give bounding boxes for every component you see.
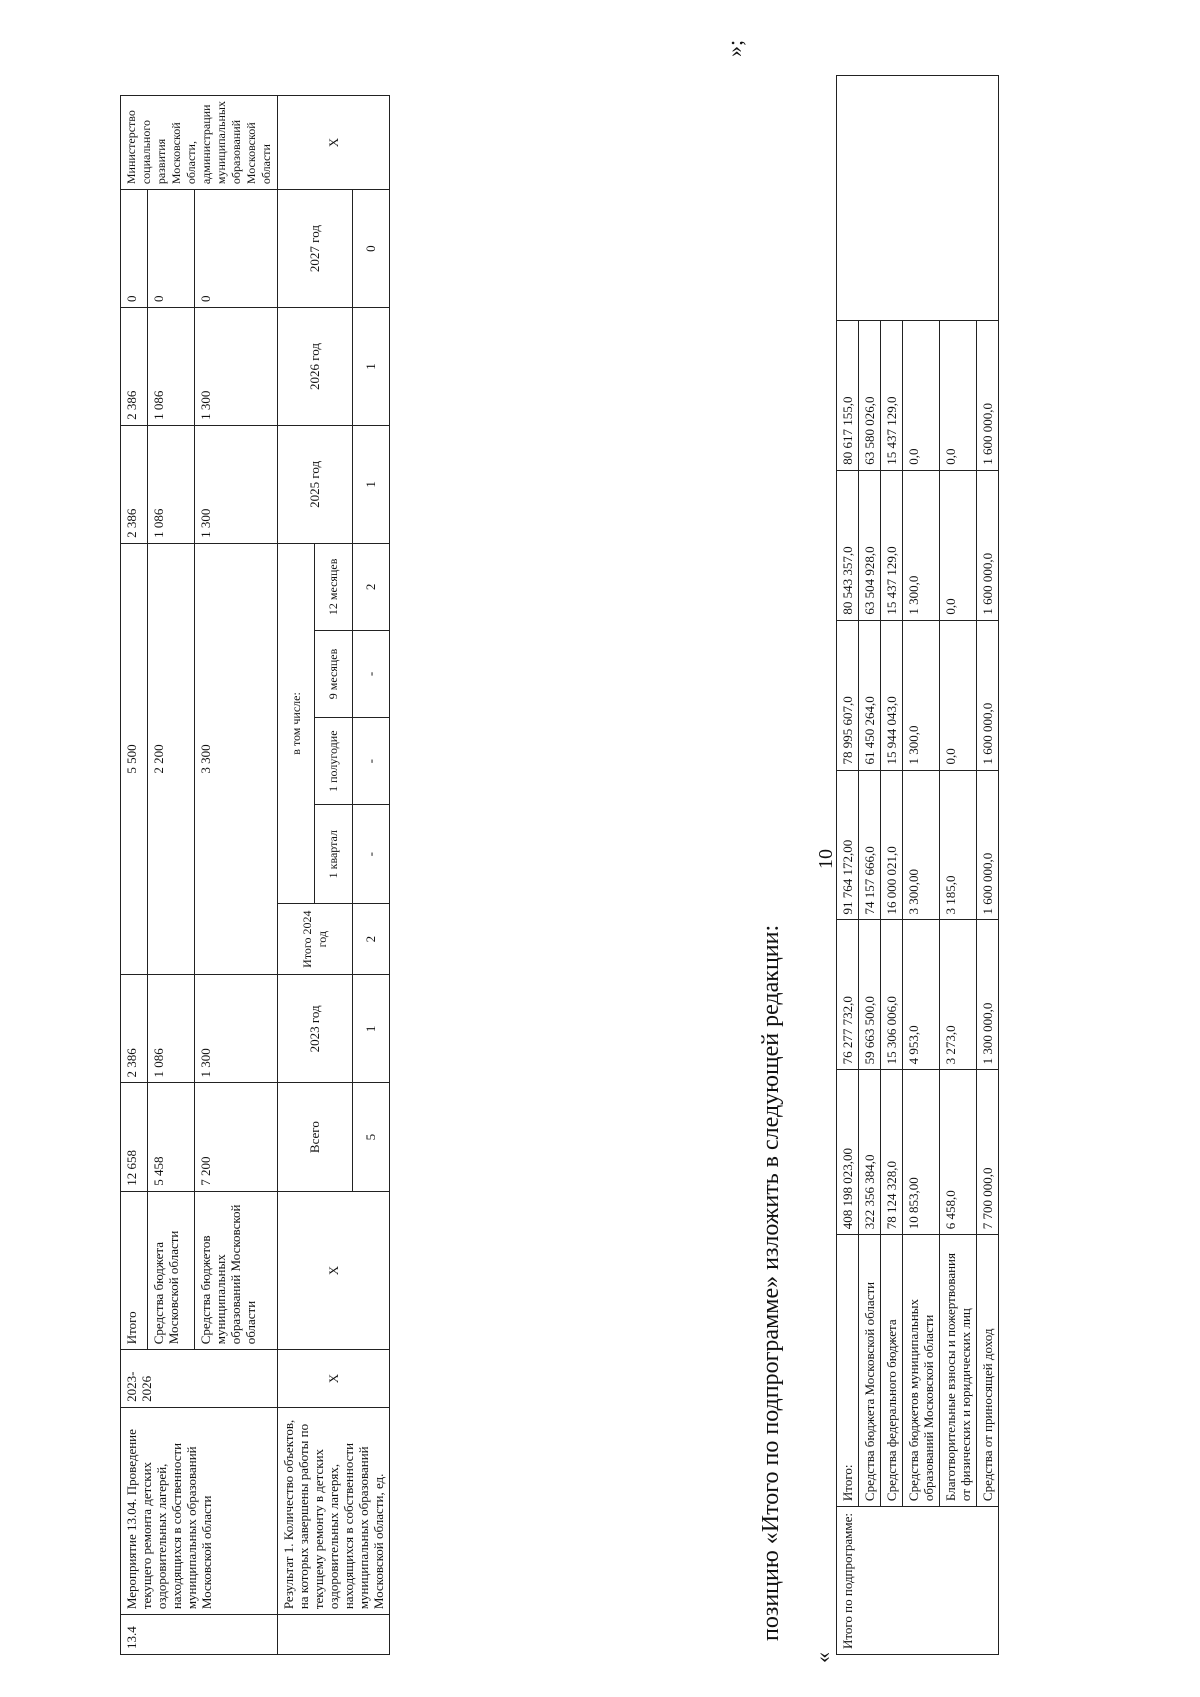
closing-quote: »; — [722, 39, 747, 57]
value-cell: 0,0 — [903, 320, 940, 470]
source-name: Средства бюджетов муниципальных образований Московской области — [903, 1235, 940, 1507]
value-cell: 91 764 172,00 — [837, 770, 859, 920]
value-total: 7 200 — [194, 1083, 278, 1191]
value-cell: 1 300,0 — [903, 620, 940, 770]
head-h1: 1 полугодие — [315, 717, 352, 804]
head-2027: 2027 год — [278, 190, 353, 308]
head-2024-total: Итого 2024 год — [278, 904, 353, 975]
source-name: Благотворительные взносы и пожертвования от физических и юридических лиц — [940, 1235, 977, 1507]
responsible: Министерство социального развития Московской области, администрации муниципальных образований Московской области — [121, 96, 278, 190]
x-mark: Х — [278, 1350, 390, 1408]
value-cell: 322 356 384,0 — [859, 1070, 881, 1235]
value-cell: 76 277 732,0 — [837, 920, 859, 1070]
value-2026: 1 300 — [194, 307, 278, 425]
head-2025: 2025 год — [278, 425, 353, 543]
value-cell: 16 000 021,0 — [881, 770, 903, 920]
value-cell: 63 504 928,0 — [859, 470, 881, 620]
value-cell: 15 944 043,0 — [881, 620, 903, 770]
row-label: Средства бюджета Московской области — [148, 1191, 194, 1349]
row-label: Средства бюджетов муниципальных образований Московской области — [194, 1191, 278, 1349]
value-cell: 15 437 129,0 — [881, 320, 903, 470]
head-2026: 2026 год — [278, 307, 353, 425]
measures-table — [120, 95, 390, 1655]
result-12m: 2 — [352, 543, 389, 630]
value-cell: 1 600 000,0 — [977, 320, 999, 470]
value-cell: 15 437 129,0 — [881, 470, 903, 620]
result-h1: - — [352, 717, 389, 804]
value-cell: 3 273,0 — [940, 920, 977, 1070]
result-2024: 2 — [352, 904, 389, 975]
value-cell: 74 157 666,0 — [859, 770, 881, 920]
table-row — [121, 96, 148, 1655]
value-cell: 10 853,00 — [903, 1070, 940, 1235]
value-2027: 0 — [194, 190, 278, 308]
value-cell: 80 617 155,0 — [837, 320, 859, 470]
value-2024: 5 500 — [121, 543, 148, 974]
row-label: Итого — [121, 1191, 148, 1349]
result-2026: 1 — [352, 307, 389, 425]
value-cell: 1 600 000,0 — [977, 470, 999, 620]
value-cell: 3 300,00 — [903, 770, 940, 920]
value-cell: 78 995 607,0 — [837, 620, 859, 770]
value-2025: 1 086 — [148, 425, 194, 543]
value-2024: 3 300 — [194, 543, 278, 974]
amendment-phrase: позицию «Итого по подпрограмме» изложить в следующей редакции: — [758, 924, 784, 1641]
result-2023: 1 — [352, 975, 389, 1083]
table-row — [278, 96, 315, 1655]
value-2027: 0 — [148, 190, 194, 308]
head-in-that: в том числе: — [278, 543, 315, 903]
head-2023: 2023 год — [278, 975, 353, 1083]
measure-title: Мероприятие 13.04. Проведение текущего ремонта детских оздоровительных лагерей, находящихся в собственности муниципальных образований Московской области — [121, 1407, 278, 1614]
value-cell: 1 300 000,0 — [977, 920, 999, 1070]
value-2025: 2 386 — [121, 425, 148, 543]
value-cell: 1 600 000,0 — [977, 620, 999, 770]
value-total: 12 658 — [121, 1083, 148, 1191]
value-total: 5 458 — [148, 1083, 194, 1191]
value-cell: 1 600 000,0 — [977, 770, 999, 920]
source-name: Средства бюджета Московской области — [859, 1235, 881, 1507]
opening-quote: « — [810, 1652, 835, 1663]
subprogram-label: Итого по подпрограмме: — [837, 1507, 999, 1655]
row-number: 13.4 — [121, 1615, 278, 1655]
value-cell: 61 450 264,0 — [859, 620, 881, 770]
value-cell: 78 124 328,0 — [881, 1070, 903, 1235]
value-2026: 2 386 — [121, 307, 148, 425]
value-cell: 0,0 — [940, 470, 977, 620]
source-name: Средства от приносящей доход — [977, 1235, 999, 1507]
x-mark: Х — [278, 96, 390, 190]
value-2023: 1 300 — [194, 975, 278, 1083]
value-2027: 0 — [121, 190, 148, 308]
value-cell: 0,0 — [940, 620, 977, 770]
page-number: 10 — [815, 849, 837, 869]
result-2027: 0 — [352, 190, 389, 308]
head-9m: 9 месяцев — [315, 630, 352, 717]
value-cell: 15 306 006,0 — [881, 920, 903, 1070]
value-cell: 6 458,0 — [940, 1070, 977, 1235]
source-name: Итого: — [837, 1235, 859, 1507]
result-9m: - — [352, 630, 389, 717]
subprogram-total-table — [836, 75, 999, 1655]
value-2024: 2 200 — [148, 543, 194, 974]
value-2023: 2 386 — [121, 975, 148, 1083]
value-2023: 1 086 — [148, 975, 194, 1083]
x-mark: Х — [278, 1191, 390, 1349]
result-2025: 1 — [352, 425, 389, 543]
value-cell: 0,0 — [940, 320, 977, 470]
value-cell: 3 185,0 — [940, 770, 977, 920]
value-cell: 1 300,0 — [903, 470, 940, 620]
value-cell: 408 198 023,00 — [837, 1070, 859, 1235]
value-cell: 59 663 500,0 — [859, 920, 881, 1070]
value-cell: 80 543 357,0 — [837, 470, 859, 620]
head-total: Всего — [278, 1083, 353, 1191]
head-q1: 1 квартал — [315, 805, 352, 904]
table-row — [837, 76, 859, 1655]
value-2025: 1 300 — [194, 425, 278, 543]
value-cell: 7 700 000,0 — [977, 1070, 999, 1235]
result-q1: - — [352, 805, 389, 904]
period: 2023-2026 — [121, 1350, 278, 1408]
result-title: Результат 1. Количество объектов, на которых завершены работы по текущему ремонту в детских оздоровительных лагерях, находящихся в собственности муниципальных образований Московской области, ед. — [278, 1407, 390, 1614]
value-cell: 4 953,0 — [903, 920, 940, 1070]
result-total: 5 — [352, 1083, 389, 1191]
source-name: Средства федерального бюджета — [881, 1235, 903, 1507]
head-12m: 12 месяцев — [315, 543, 352, 630]
value-cell: 63 580 026,0 — [859, 320, 881, 470]
value-2026: 1 086 — [148, 307, 194, 425]
